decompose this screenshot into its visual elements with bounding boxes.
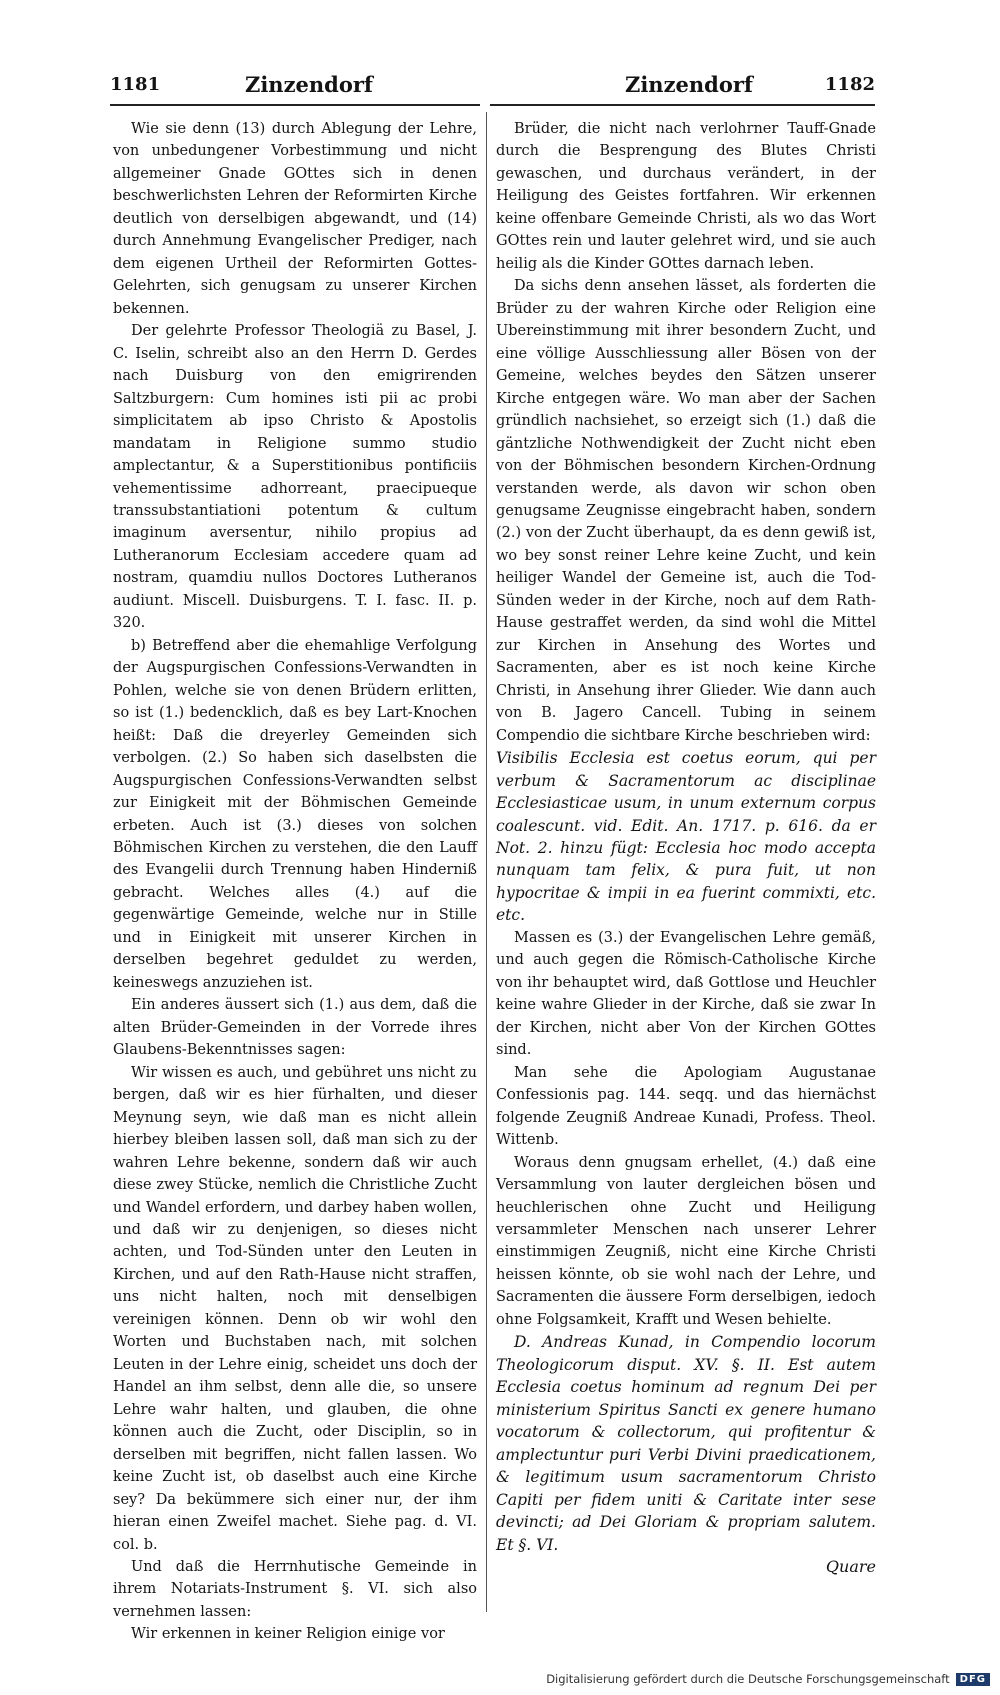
paragraph: Wie sie denn (13) durch Ablegung der Lehre, von unbedungener Vorbestimmung und nicht allgemeiner Gnade GOttes sich in denen beschwerlichsten Lehren der Reformirten Kirche deutlich von derselbigen abgewandt, und (14) durch Annehmung Evangelischer Prediger, nach dem eigenen Urtheil der Reformirten Gottes-Gelehrten, sich genugsam zu unserer Kirchen bekennen. bbox=[113, 121, 477, 317]
footer-credit: Digitalisierung gefördert durch die Deutsche Forschungsgemeinschaft bbox=[546, 1672, 950, 1686]
left-running-title: Zinzendorf bbox=[245, 72, 373, 97]
right-column bbox=[496, 118, 876, 1578]
left-page-number: 1181 bbox=[110, 74, 161, 95]
paragraph: Visibilis Ecclesia est coetus eorum, qui per verbum & Sacramentorum ac disciplinae Ecclesiasticae usum, in unum externum corpus coalescunt. vid. Edit. An. 1717. p. 616. da er Not. 2. hinzu fügt: Ecclesia hoc modo accepta nunquam tam felix, & pura fuit, ut non hypocritae & impii in ea fuerint commixti, etc. etc. bbox=[496, 749, 876, 925]
paragraph: Der gelehrte Professor Theologiä zu Basel, J. C. Iselin, schreibt also an den Herrn D. Gerdes nach Duisburg von den emigrirenden Saltzburgern: Cum homines isti pii ac probi simplicitatem ab ipso Christo & Apostolis mandatam in Religione summo studio amplectantur, & a Superstitionibus pontificiis vehementissime adhorreant, praecipueque transsubstantiationi potentum & cultum imaginum aversentur, nihilo propius ad Lutheranorum Ecclesiam accedere quam ad nostram, quamdiu nullos Doctores Lutheranos audiunt. Miscell. Duisburgens. T. I. fasc. II. p. 320. bbox=[113, 323, 477, 632]
paragraph: Wir erkennen in keiner Religion einige vor bbox=[131, 1626, 445, 1643]
left-column bbox=[113, 118, 477, 1646]
paragraph: Brüder, die nicht nach verlohrner Tauff-Gnade durch die Besprengung des Blutes Christi gewaschen, und durchaus verändert, in der Heiligung des Geistes fortfahren. Wir erkennen keine offenbare Gemeinde Christi, als wo das Wort GOttes rein und lauter gelehret wird, und sie auch heilig als die Kinder GOttes darnach leben. bbox=[496, 121, 876, 272]
left-page-header bbox=[110, 70, 480, 106]
paragraph: Und daß die Herrnhutische Gemeinde in ihrem Notariats-Instrument §. VI. sich also vernehmen lassen: bbox=[113, 1559, 477, 1620]
paragraph: Man sehe die Apologiam Augustanae Confessionis pag. 144. seqq. und das hiernächst folgende Zeugniß Andreae Kunadi, Profess. Theol. Wittenb. bbox=[496, 1064, 876, 1149]
paragraph: Woraus denn gnugsam erhellet, (4.) daß eine Versammlung von lauter dergleichen bösen und heuchlerischen ohne Zucht und Heiligung versammleter Menschen nach unserer Lehrer einstimmigen Zeugniß, nicht eine Kirche Christi heissen könnte, ob sie wohl nach der Lehre, und Sacramenten die äussere Form derselbigen, iedoch ohne Folgsamkeit, Krafft und Wesen behielte. bbox=[496, 1154, 876, 1328]
paragraph: D. Andreas Kunad, in Compendio locorum Theologicorum disput. XV. §. II. Est autem Ecclesia coetus hominum ad regnum Dei per ministerium Spiritus Sancti ex genere humano vocatorum & collectorum, qui profitentur & amplectuntur puri Verbi Divini praedicationem, & legitimum usum sacramentorum Christo Capiti per fidem uniti & Caritate inter sese devincti; ad Dei Gloriam & propriam salutem. Et §. VI. bbox=[496, 1333, 876, 1554]
paragraph: Da sichs denn ansehen lässet, als forderten die Brüder zu der wahren Kirche oder Religion eine Ubereinstimmung mit ihrer besondern Zucht, und eine völlige Ausschliessung aller Bösen von der Gemeine, welches beydes den Sätzen unserer Kirche entgegen wäre. Wo man aber der Sachen gründlich nachsiehet, so erzeigt sich (1.) daß die gäntzliche Nothwendigkeit der Zucht nicht eben von der Böhmischen besondern Kirchen-Ordnung verstanden werde, als davon wir schon oben genugsame Zeugnisse eingebracht haben, sondern (2.) von der Zucht überhaupt, da es denn gewiß ist, wo bey sonst reiner Lehre keine Zucht, und kein heiliger Wandel der Gemeine ist, auch die Tod-Sünden weder in der Kirche, noch auf dem Rath-Hause gestraffet werden, da sind wohl die Mittel zur Kirchen in Ansehung des Wortes und Sacramenten, aber es ist noch keine Kirche Christi, in Ansehung ihrer Glieder. Wie dann auch von B. Jagero Cancell. Tubing in seinem Compendio die sichtbare Kirche beschrieben wird: bbox=[496, 278, 876, 744]
right-page-number: 1182 bbox=[824, 74, 875, 95]
paragraph: Ein anderes äussert sich (1.) aus dem, daß die alten Brüder-Gemeinden in der Vorrede ihres Glaubens-Bekenntnisses sagen: bbox=[113, 997, 477, 1059]
column-divider bbox=[486, 112, 487, 1612]
dfg-logo: DFG bbox=[956, 1673, 990, 1686]
paragraph: Wir wissen es auch, und gebühret uns nicht zu bergen, daß wir es hier fürhalten, und dieser Meynung seyn, wie daß man es nicht allein hierbey bleiben lassen soll, daß man sich zu der wahren Lehre bekenne, sondern daß wir auch diese zwey Stücke, nemlich die Christliche Zucht und Wandel erfordern, und darbey haben wollen, und daß wir zu denjenigen, so dieses nicht achten, und Tod-Sünden unter den Leuten in Kirchen, und auf den Rath-Hause nicht straffen, uns nicht halten, noch mit denselbigen vereinigen können. Denn ob wir wohl den Worten und Buchstaben nach, mit solchen Leuten in der Lehre einig, scheidet uns doch der Handel an ihm selbst, denn alle die, so unsere Lehre wahr halten, und glauben, die ohne können auch die Zucht, oder Disciplin, so in derselben mit begriffen, nicht fallen lassen. Wo keine Zucht ist, ob daselbst auch eine Kirche sey? Da bekümmere sich einer nur, der ihm hieran einen Zweifel machet. Siehe pag. d. VI. col. b. bbox=[113, 1064, 477, 1553]
paragraph: b) Betreffend aber die ehemahlige Verfolgung der Augspurgischen Confessions-Verwandten in Pohlen, welche sie von denen Brüdern erlitten, so ist (1.) bedencklich, daß es bey Lart-Knochen heißt: Daß die dreyerley Gemeinden sich verbolgen. (2.) So haben sich daselbsten die Augspurgischen Confessions-Verwandten selbst zur Einigkeit mit der Böhmischen Gemeinde erbeten. Auch ist (3.) dieses von solchen Böhmischen Kirchen zu verstehen, die den Lauff des Evangelii durch Trennung haben Hinderniß gebracht. Welches alles (4.) auf die gegenwärtige Gemeinde, welche nur in Stille und in Einigkeit mit unserer Kirchen in derselben begehret geduldet zu werden, keineswegs anzuziehen ist. bbox=[113, 637, 477, 991]
catchword: Quare bbox=[825, 1557, 876, 1576]
right-running-title: Zinzendorf bbox=[625, 72, 753, 97]
paragraph: Massen es (3.) der Evangelischen Lehre gemäß, und auch gegen die Römisch-Catholische Kirche von ihr behauptet wird, daß Gottlose und Heuchler keine wahre Glieder in der Kirche, daß sie zwar In der Kirchen, nicht aber Von der Kirchen GOttes sind. bbox=[496, 929, 876, 1059]
digitization-footer bbox=[546, 1672, 990, 1686]
right-page-header bbox=[490, 70, 875, 106]
